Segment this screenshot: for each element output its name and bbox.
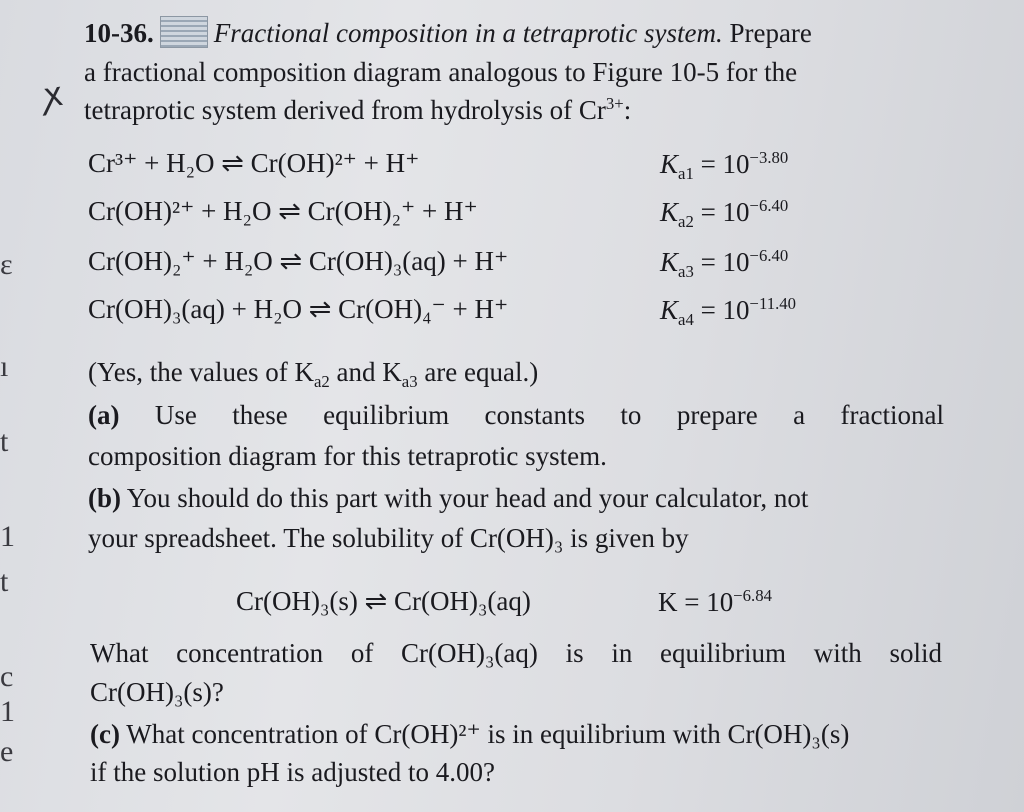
part-c-label: (c) (90, 719, 120, 749)
margin-fragment: ɛ (0, 248, 13, 281)
k-exp: −11.40 (749, 294, 797, 313)
part-c-text: What concentration of Cr(OH)²⁺ is in equilibrium with Cr(OH)₃(s) (126, 719, 850, 749)
part-b-text: You should do this part with your head and your calculator, not (126, 483, 809, 513)
note-end: are equal.) (417, 357, 539, 387)
sol-k-value: K = 10 (658, 587, 734, 618)
problem-number: 10-36. (84, 18, 154, 48)
equilibrium-2: Cr(OH)²⁺ + H₂O ⇌ Cr(OH)₂⁺ + H⁺ (88, 196, 478, 226)
equilibrium-1: Cr³⁺ + H₂O ⇌ Cr(OH)²⁺ + H⁺ (88, 148, 420, 178)
k-label: K (660, 295, 679, 326)
note-sub: a2 (313, 371, 330, 391)
k-value: = 10 (700, 247, 750, 278)
equal-values-note (88, 356, 538, 392)
k-sub: a1 (678, 163, 694, 183)
sol-k-exp: −6.84 (733, 586, 772, 605)
problem-line: a fractional composition diagram analogous to Figure 10-5 for the (84, 57, 798, 87)
k-label: K (660, 247, 679, 278)
part-a-line2: composition diagram for this tetraprotic system. (88, 441, 607, 471)
problem-title: Fractional composition in a tetraprotic system. (213, 18, 723, 48)
solubility-equation: Cr(OH)₃(s) ⇌ Cr(OH)₃(aq) (236, 586, 531, 616)
k-exp: −3.80 (749, 148, 789, 167)
part-c-line1 (90, 718, 849, 750)
margin-fragment: t (0, 425, 9, 458)
k-exp: −6.40 (749, 246, 789, 265)
margin-fragment: t (0, 565, 9, 598)
ka1-value (660, 148, 788, 184)
k-value: = 10 (700, 295, 750, 326)
margin-fragment: ı (0, 350, 9, 383)
part-b-label: (b) (88, 483, 121, 513)
note-mid: and K (329, 357, 402, 387)
spreadsheet-icon (160, 16, 208, 48)
solubility-k (658, 586, 772, 618)
margin-fragment: e (0, 735, 14, 768)
title-rest: Prepare (729, 18, 812, 48)
note-text: (Yes, the values of K (88, 357, 314, 387)
ka2-value (660, 196, 788, 232)
k-sub: a4 (678, 309, 694, 329)
k-exp: −6.40 (749, 196, 789, 215)
equilibrium-4: Cr(OH)₃(aq) + H₂O ⇌ Cr(OH)₄⁻ + H⁺ (88, 294, 509, 324)
k-label: K (660, 149, 679, 180)
part-a-text: Use these equilibrium constants to prepare a fractional (154, 400, 944, 430)
k-sub: a2 (678, 211, 694, 231)
problem-line (84, 94, 631, 126)
k-value: = 10 (700, 149, 750, 180)
part-c-line2: if the solution pH is adjusted to 4.00? (90, 757, 495, 787)
part-b-question1: What concentration of Cr(OH)₃(aq) is in equilibrium with solid (90, 638, 942, 668)
k-value: = 10 (700, 197, 750, 228)
margin-fragment: 1 (0, 695, 15, 728)
problem-header (84, 16, 812, 49)
margin-fragment: 1 (0, 520, 15, 553)
part-a-label: (a) (88, 400, 120, 430)
part-a-line1 (88, 400, 944, 431)
ka4-value (660, 294, 796, 330)
equilibrium-3: Cr(OH)₂⁺ + H₂O ⇌ Cr(OH)₃(aq) + H⁺ (88, 246, 509, 276)
part-b-line1 (88, 482, 808, 514)
k-sub: a3 (678, 261, 694, 281)
handwritten-mark-icon: ꭗ (41, 75, 65, 116)
ka3-value (660, 246, 788, 282)
line3-text: tetraprotic system derived from hydrolysis of Cr (84, 95, 606, 126)
k-label: K (660, 197, 679, 228)
line3-end: : (623, 95, 632, 126)
note-sub: a3 (401, 371, 418, 391)
margin-fragment: c (0, 660, 14, 693)
part-b-line2: your spreadsheet. The solubility of Cr(OH)₃ is given by (88, 523, 689, 553)
part-b-question2: Cr(OH)₃(s)? (90, 677, 224, 707)
charge-sup: 3+ (605, 94, 624, 113)
